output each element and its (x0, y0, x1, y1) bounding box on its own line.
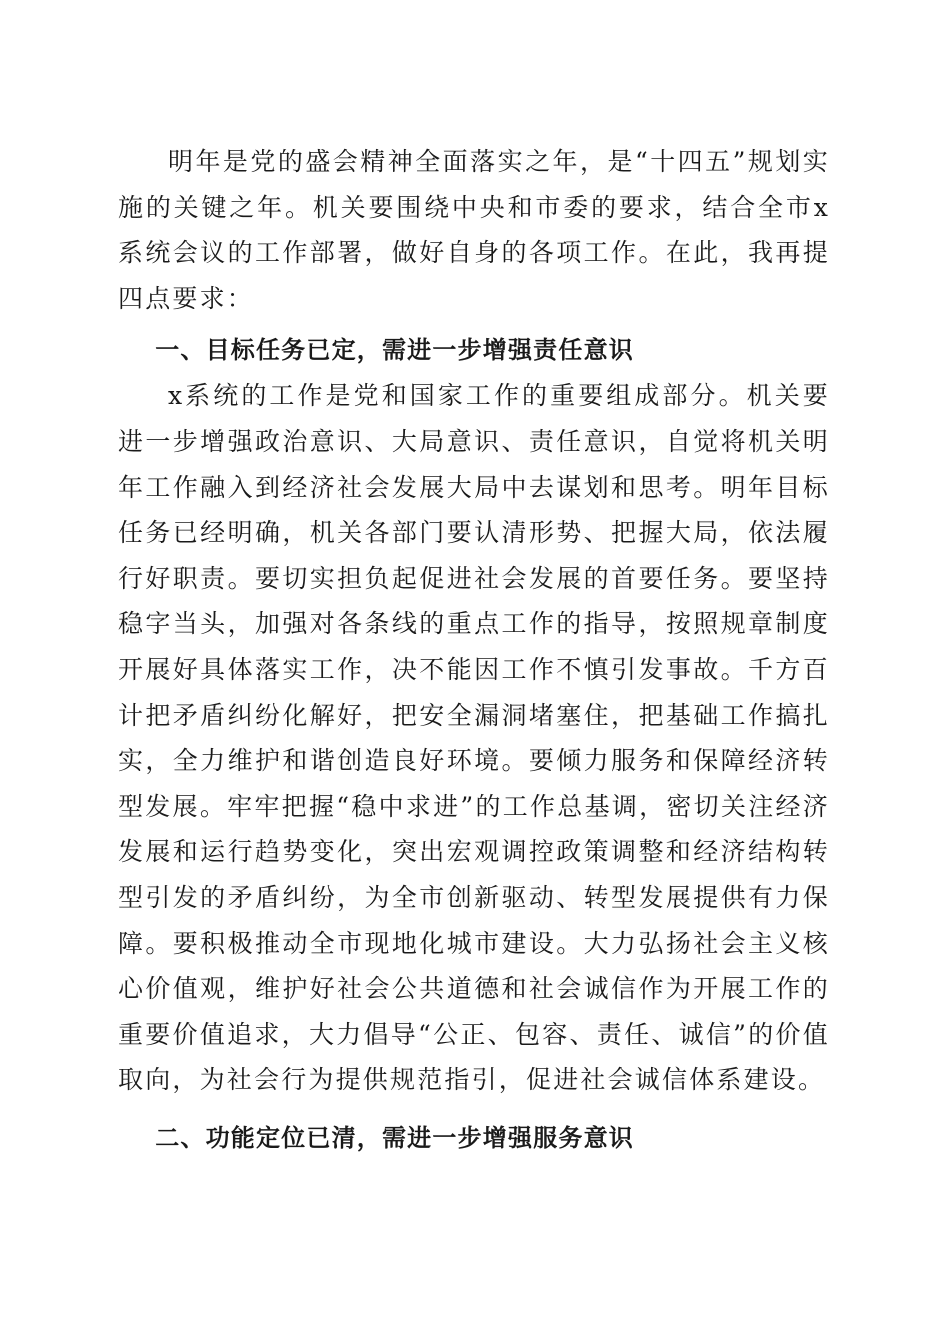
section-heading-2: 二、功能定位已清，需进一步增强服务意识 (155, 1123, 634, 1152)
intro-paragraph: 明年是党的盛会精神全面落实之年，是“十四五”规划实施的关键之年。机关要围绕中央和市委的要求，结合全市x系统会议的工作部署，做好自身的各项工作。在此，我再提四点要求： (118, 147, 830, 313)
section-heading-1: 一、目标任务已定，需进一步增强责任意识 (155, 336, 634, 365)
section-1-paragraph: x系统的工作是党和国家工作的重要组成部分。机关要进一步增强政治意识、大局意识、责任意识，自觉将机关明年工作融入到经济社会发展大局中去谋划和思考。明年目标任务已经明确，机关各部门要认清形势、把握大局，依法履行好职责。要切实担负起促进社会发展的首要任务。要坚持稳字当头，加强对各条线的重点工作的指导，按照规章制度开展好具体落实工作，决不能因工作不慎引发事故。千方百计把矛盾纠纷化解好，把安全漏洞堵塞住，把基础工作搞扎实，全力维护和谐创造良好环境。要倾力服务和保障经济转型发展。牢牢把握“稳中求进”的工作总基调，密切关注经济发展和运行趋势变化，突出宏观调控政策调整和经济结构转型引发的矛盾纠纷，为全市创新驱动、转型发展提供有力保障。要积极推动全市现地化城市建设。大力弘扬社会主义核心价值观，维护好社会公共道德和社会诚信作为开展工作的重要价值追求，大力倡导“公正、包容、责任、诚信”的价值取向，为社会行为提供规范指引，促进社会诚信体系建设。 (118, 381, 830, 1095)
document-body (118, 139, 830, 1161)
